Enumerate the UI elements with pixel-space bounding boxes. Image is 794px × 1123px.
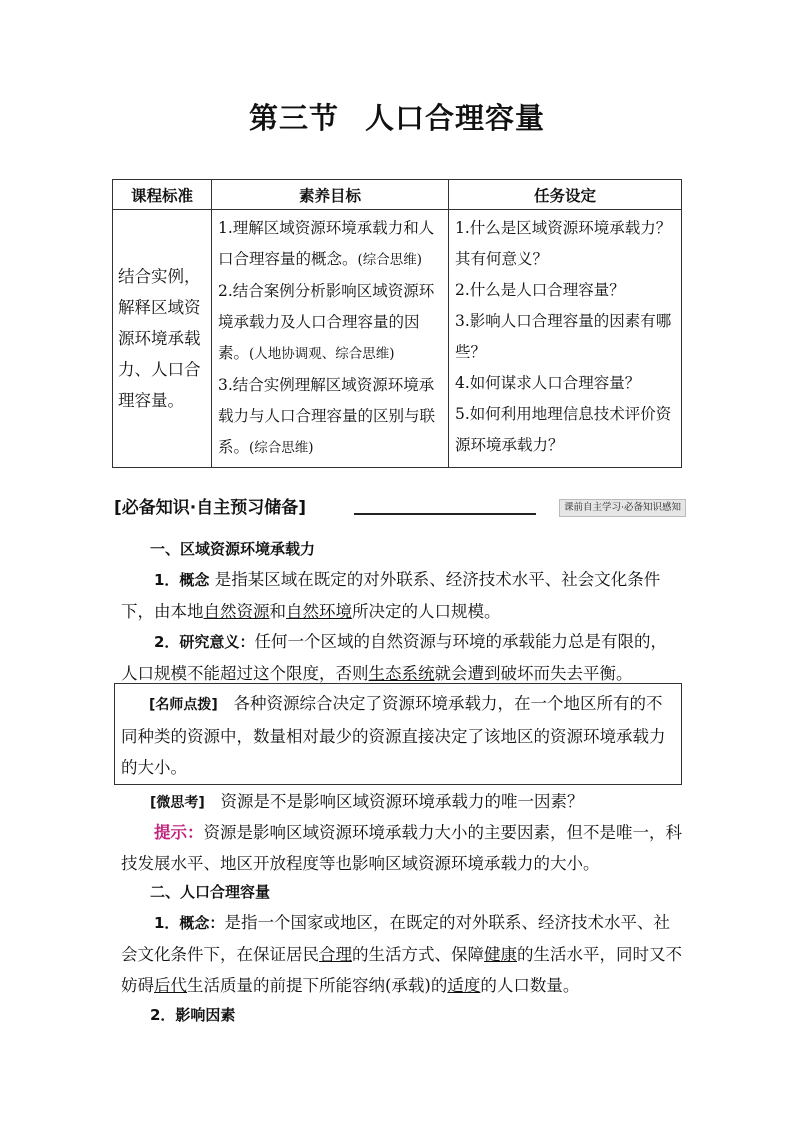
standard-cell: 结合实例，解释区域资源环境承载力、人口合理容量。 (113, 210, 212, 468)
heading-carrying-capacity: 一、区域资源环境承载力 (150, 540, 316, 558)
teacher-tip-text: 各种资源综合决定了资源环境承载力，在一个地区所有的不同种类的资源中，数量相对最少的资源直接决定了该地区的资源环境承载力的大小。 (121, 694, 666, 777)
teacher-tip-label: [名师点拨] (149, 697, 218, 713)
section-tag: 课前自主学习·必备知识感知 (559, 499, 686, 517)
paragraph-significance: 2．研究意义：任何一个区域的自然资源与环境的承载能力总是有限的，人口规模不能超过这个限度，否则生态系统就会遭到破坏而失去平衡。 (121, 632, 667, 683)
task-item: 4.如何谋求人口合理容量？ (455, 374, 641, 392)
goal-item: 3.结合实例理解区域资源环境承载力与人口合理容量的区别与联系。(综合思维) (218, 376, 436, 456)
think-question: [微思考] 资源是不是影响区域资源环境承载力的唯一因素？ (150, 792, 584, 811)
teacher-tip-box (114, 683, 682, 785)
heading-population-capacity: 二、人口合理容量 (150, 883, 271, 901)
task-item: 5.如何利用地理信息技术评价资源环境承载力？ (455, 405, 672, 454)
curriculum-table (112, 179, 682, 468)
table-header-tasks: 任务设定 (449, 180, 682, 210)
task-item: 2.什么是人口合理容量？ (455, 281, 625, 299)
goal-item: 1.理解区域资源环境承载力和人口合理容量的概念。(综合思维) (218, 219, 435, 268)
heading-factors: 2．影响因素 (150, 1006, 236, 1024)
goals-cell (212, 210, 449, 468)
table-header-standard: 课程标准 (113, 180, 212, 210)
goal-item: 2.结合案例分析影响区域资源环境承载力及人口合理容量的因素。(人地协调观、综合思维) (218, 282, 435, 362)
paragraph-population-concept: 1．概念：是指一个国家或地区，在既定的对外联系、经济技术水平、社会文化条件下，在保证居民合理的生活方式、保障健康的生活水平，同时又不妨碍后代生活质量的前提下所能容纳(承载)的适度的人口数量。 (121, 913, 682, 995)
tasks-cell (449, 210, 682, 468)
think-hint: 提示：资源是影响区域资源环境承载力大小的主要因素，但不是唯一，科技发展水平、地区开放程度等也影响区域资源环境承载力的大小。 (121, 823, 682, 873)
section-header (114, 493, 686, 517)
paragraph-concept: 1．概念 是指某区域在既定的对外联系、经济技术水平、社会文化条件下，由本地自然资源和自然环境所决定的人口规模。 (121, 570, 661, 621)
section-rule (354, 513, 536, 515)
page-title: 第三节 人口合理容量 (248, 101, 546, 135)
table-header-goals: 素养目标 (212, 180, 449, 210)
section-label: [必备知识·自主预习储备] (114, 498, 306, 518)
task-item: 3.影响人口合理容量的因素有哪些？ (455, 312, 672, 361)
task-item: 1.什么是区域资源环境承载力？其有何意义？ (455, 219, 672, 268)
